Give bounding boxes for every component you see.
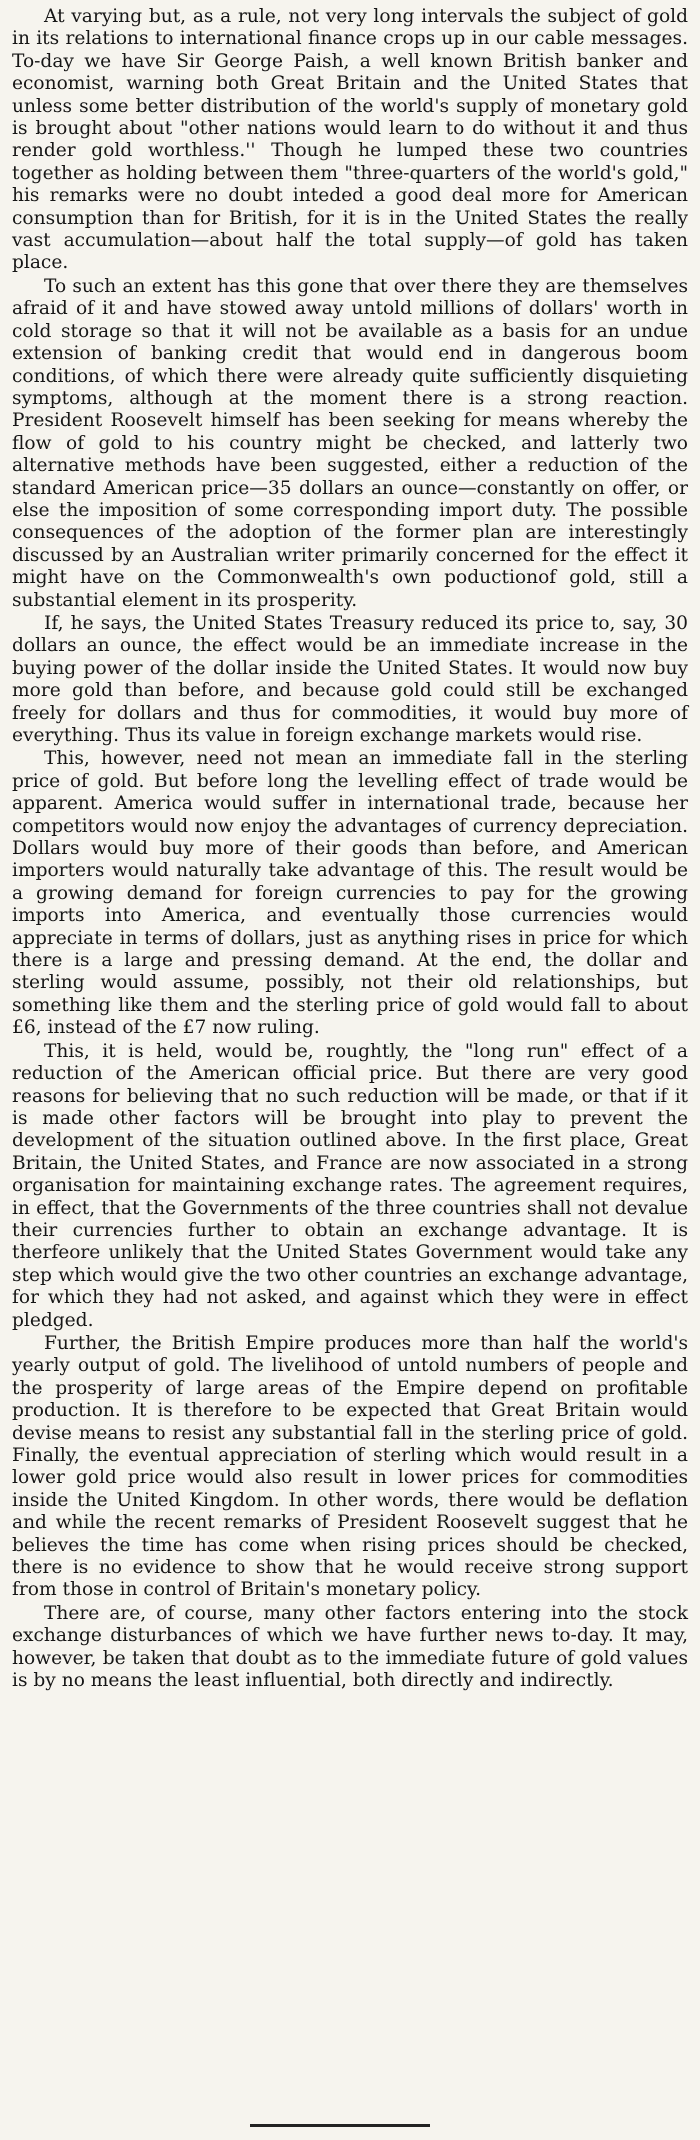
article-paragraph-1: At varying but, as a rule, not very long intervals the subject of gold in its relations to international finance crops up in our cable messages. To-day we have Sir George Paish, a well known British banker and economist, warning both Great Britain and the United States that unless some better distribution of the world's supply of monetary gold is brought about "other nations would learn to do without it and thus render gold worthless.'' Though he lumped these two countries together as holding between them "three-quarters of the world's gold," his remarks were no doubt inteded a good deal more for American consumption than for British, for it is in the United States the really vast accumulation—about half the total supply—of gold has taken place. — [12, 6, 688, 274]
article-paragraph-6: Further, the British Empire produces more than half the world's yearly output of gold. The livelihood of untold numbers of people and the prosperity of large areas of the Empire depend on profitable production. It is therefore to be expected that Great Britain would devise means to resist any substantial fall in the sterling price of gold. Finally, the eventual appreciation of sterling which would result in a lower gold price would also result in lower prices for commodities inside the United Kingdom. In other words, there would be deflation and while the recent remarks of President Roosevelt suggest that he believes the time has come when rising prices should be checked, there is no evidence to show that he would receive strong support from those in control of Britain's monetary policy. — [12, 1332, 688, 1601]
article-paragraph-3: If, he says, the United States Treasury reduced its price to, say, 30 dollars an ounce, the effect would be an immediate increase in the buying power of the dollar inside the United States. It would now buy more gold than before, and because gold could still be exchanged freely for dollars and thus for commodities, it would buy more of everything. Thus its value in foreign exchange markets would rise. — [12, 612, 688, 746]
end-of-article-rule — [250, 2124, 430, 2127]
article-paragraph-7: There are, of course, many other factors entering into the stock exchange disturbances of which we have further news to-day. It may, however, be taken that doubt as to the immediate future of gold values is by no means the least influential, both directly and indirectly. — [12, 1602, 688, 1692]
article-paragraph-5: This, it is held, would be, roughtly, the "long run" effect of a reduction of the American official price. But there are very good reasons for believing that no such reduction will be made, or that if it is made other factors will be brought into play to prevent the development of the situation outlined above. In the first place, Great Britain, the United States, and France are now associated in a strong organisation for maintaining exchange rates. The agreement requires, in effect, that the Governments of the three countries shall not devalue their currencies further to obtain an exchange advantage. It is therfeore unlikely that the United States Government would take any step which would give the two other countries an exchange advantage, for which they had not asked, and against which they were in effect pledged. — [12, 1040, 688, 1331]
article-paragraph-4: This, however, need not mean an immediate fall in the sterling price of gold. But before long the levelling effect of trade would be apparent. America would suffer in international trade, because her competitors would now enjoy the advantages of currency depreciation. Dollars would buy more of their goods than before, and American importers would naturally take advantage of this. The result would be a growing demand for foreign currencies to pay for the growing imports into America, and eventually those currencies would appreciate in terms of dollars, just as anything rises in price for which there is a large and pressing demand. At the end, the dollar and sterling would assume, possibly, not their old relationships, but something like them and the sterling price of gold would fall to about £6, instead of the £7 now ruling. — [12, 748, 688, 1039]
article-paragraph-2: To such an extent has this gone that over there they are themselves afraid of it and have stowed away untold millions of dollars' worth in cold storage so that it will not be available as a basis for an undue extension of banking credit that would end in dangerous boom conditions, of which there were already quite sufficiently disquieting symptoms, although at the moment there is a strong reaction. President Roosevelt himself has been seeking for means whereby the flow of gold to his country might be checked, and latterly two alternative methods have been suggested, either a reduction of the standard American price—35 dollars an ounce—constantly on offer, or else the imposition of some corresponding import duty. The possible consequences of the adoption of the former plan are interestingly discussed by an Australian writer primarily concerned for the effect it might have on the Commonwealth's own poductionof gold, still a substantial element in its prosperity. — [12, 275, 688, 611]
